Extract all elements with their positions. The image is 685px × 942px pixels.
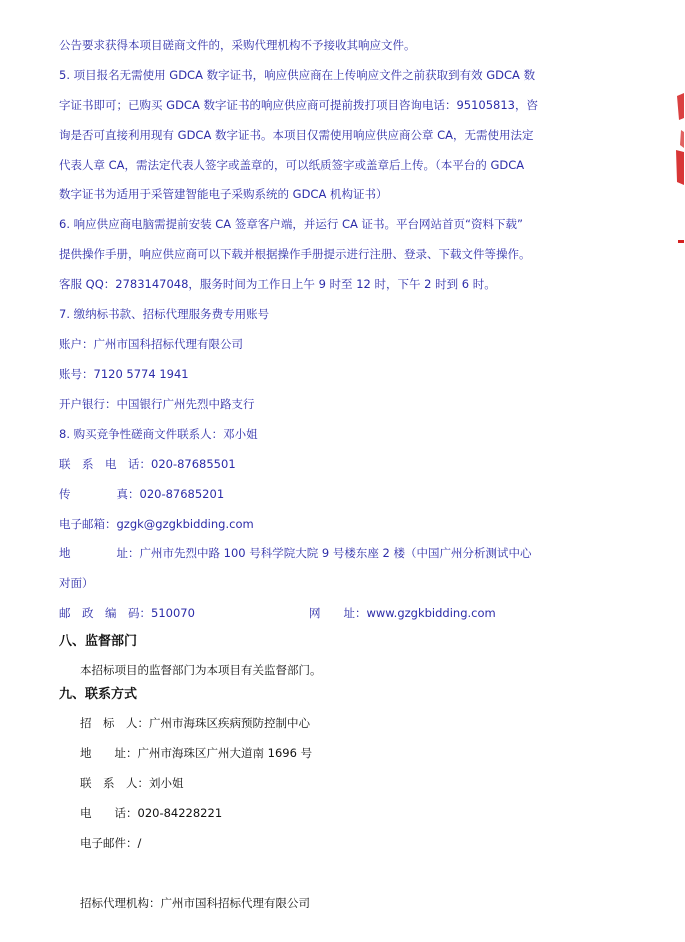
agency-line: 招标代理机构：广州市国科招标代理有限公司 [80, 896, 310, 910]
section-8-text: 本招标项目的监督部门为本项目有关监督部门。 [80, 663, 322, 677]
procurement-line-14: 8. 购买竞争性磋商文件联系人：邓小姐 [59, 427, 258, 441]
procurement-line-10: 7. 缴纳标书款、招标代理服务费专用账号 [59, 307, 270, 321]
seal-stamp-edge [675, 90, 685, 250]
procurement-line-15: 联 系 电 话：020-87685501 [59, 457, 236, 471]
procurement-line-1: 公告要求获得本项目磋商文件的，采购代理机构不予接收其响应文件。 [59, 38, 416, 52]
address-value: 广州市先烈中路 100 号科学院大院 9 号楼东座 2 楼（中国广州分析测试中心 [139, 546, 532, 560]
address-continuation: 对面） [59, 576, 94, 590]
address-label: 地 址： [59, 546, 140, 560]
procurement-line-7: 6. 响应供应商电脑需提前安装 CA 签章客户端，并运行 CA 证书。平台网站首页“资料下载” [59, 217, 523, 231]
website-label: 网 址： [309, 606, 367, 620]
procurement-line-3: 字证书即可；已购买 GDCA 数字证书的响应供应商可提前拨打项目咨询电话：95105813，咨 [59, 98, 539, 112]
postcode-label: 邮 政 编 码：510070 [59, 606, 195, 620]
procurement-line-9: 客服 QQ：2783147048，服务时间为工作日上午 9 时至 12 时，下午 2 时到 6 时。 [59, 277, 496, 291]
website-row [309, 605, 496, 621]
tenderer-phone: 电 话：020-84228221 [80, 806, 223, 820]
procurement-line-13: 开户银行：中国银行广州先烈中路支行 [59, 397, 255, 411]
procurement-line-11: 账户：广州市国科招标代理有限公司 [59, 337, 243, 351]
section-9-heading: 九、联系方式 [59, 687, 138, 702]
procurement-line-17: 电子邮箱：gzgk@gzgkbidding.com [59, 517, 254, 531]
address-row [59, 545, 532, 561]
tenderer-line: 招 标 人：广州市海珠区疾病预防控制中心 [80, 716, 310, 730]
procurement-line-16: 传 真：020-87685201 [59, 487, 225, 501]
procurement-line-6: 数字证书为适用于采管建智能电子采购系统的 GDCA 机构证书） [59, 187, 388, 201]
tenderer-address: 地 址：广州市海珠区广州大道南 1696 号 [80, 746, 313, 760]
procurement-line-5: 代表人章 CA，需法定代表人签字或盖章的，可以纸质签字或盖章后上传。（本平台的 GDCA [59, 158, 525, 172]
website-link[interactable]: www.gzgkbidding.com [366, 606, 496, 620]
procurement-line-12: 账号：7120 5774 1941 [59, 367, 189, 381]
tenderer-contact: 联 系 人：刘小姐 [80, 776, 184, 790]
procurement-line-4: 询是否可直接利用现有 GDCA 数字证书。本项目仅需使用响应供应商公章 CA，无需使用法定 [59, 128, 534, 142]
section-8-heading: 八、监督部门 [59, 634, 138, 649]
tenderer-email: 电子邮件：/ [80, 836, 142, 850]
procurement-line-8: 提供操作手册，响应供应商可以下载并根据操作手册提示进行注册、登录、下载文件等操作。 [59, 247, 531, 261]
procurement-line-2: 5. 项目报名无需使用 GDCA 数字证书，响应供应商在上传响应文件之前获取到有效 GDCA 数 [59, 68, 536, 82]
